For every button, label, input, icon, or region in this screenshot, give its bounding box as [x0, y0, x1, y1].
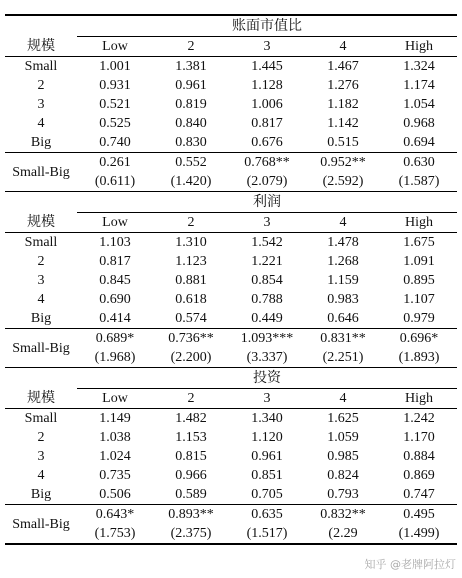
small-big-label: Small-Big [5, 153, 77, 192]
value-cell: 0.854 [251, 273, 283, 288]
row-label: Big [30, 135, 52, 150]
section-title-row [5, 368, 457, 389]
column-header: Low [77, 37, 153, 57]
value-cell: 1.221 [251, 254, 283, 269]
value-cell: 0.705 [251, 487, 283, 502]
diff-cell: 0.495 [381, 505, 457, 525]
small-big-row [5, 153, 457, 173]
column-header: 4 [305, 37, 381, 57]
value-cell: 0.525 [99, 116, 131, 131]
value-cell: 1.340 [251, 411, 283, 426]
row-label: Big [30, 311, 52, 326]
size-label: 规模 [5, 37, 77, 57]
title-blank-cell [5, 192, 77, 213]
value-cell: 0.845 [99, 273, 131, 288]
column-header: 4 [305, 213, 381, 233]
column-header: 2 [153, 37, 229, 57]
value-cell: 0.840 [175, 116, 207, 131]
column-header: High [381, 213, 457, 233]
t-stat-cell: (1.753) [77, 524, 153, 544]
title-blank-cell [5, 368, 77, 389]
value-cell: 0.646 [327, 311, 359, 326]
column-header: 2 [153, 213, 229, 233]
value-cell: 1.159 [327, 273, 359, 288]
value-cell: 0.740 [99, 135, 131, 150]
value-cell: 1.038 [99, 430, 131, 445]
value-cell: 0.817 [251, 116, 283, 131]
t-stat-cell: (2.375) [153, 524, 229, 544]
table-row [5, 428, 457, 447]
value-cell: 1.024 [99, 449, 131, 464]
diff-cell: 1.093*** [229, 329, 305, 349]
section-title: 投资 [77, 368, 457, 389]
value-cell: 1.182 [327, 97, 359, 112]
diff-cell: 0.689* [77, 329, 153, 349]
column-header: 2 [153, 389, 229, 409]
t-stat-cell: (2.592) [305, 172, 381, 192]
row-label: 3 [37, 273, 45, 288]
t-stat-cell: (3.337) [229, 348, 305, 368]
diff-cell: 0.893** [153, 505, 229, 525]
column-header: Low [77, 213, 153, 233]
row-label: 4 [37, 468, 45, 483]
small-big-label: Small-Big [5, 505, 77, 545]
diff-cell: 0.832** [305, 505, 381, 525]
value-cell: 0.966 [175, 468, 207, 483]
value-cell: 0.574 [175, 311, 207, 326]
value-cell: 0.931 [99, 78, 131, 93]
diff-cell: 0.768** [229, 153, 305, 173]
value-cell: 0.690 [99, 292, 131, 307]
value-cell: 1.625 [327, 411, 359, 426]
value-cell: 0.895 [403, 273, 435, 288]
t-stat-cell: (1.968) [77, 348, 153, 368]
t-stat-cell: (2.251) [305, 348, 381, 368]
value-cell: 0.851 [251, 468, 283, 483]
t-stat-cell: (0.611) [77, 172, 153, 192]
diff-cell: 0.261 [77, 153, 153, 173]
value-cell: 0.979 [403, 311, 435, 326]
value-cell: 1.091 [403, 254, 435, 269]
row-label: 2 [37, 430, 45, 445]
size-label: 规模 [5, 389, 77, 409]
value-cell: 0.869 [403, 468, 435, 483]
value-cell: 0.961 [175, 78, 207, 93]
value-cell: 1.478 [327, 235, 359, 250]
title-blank-cell [5, 15, 77, 37]
value-cell: 1.268 [327, 254, 359, 269]
column-header: High [381, 37, 457, 57]
column-header: 3 [229, 213, 305, 233]
t-stat-cell: (2.29 [305, 524, 381, 544]
value-cell: 1.174 [403, 78, 435, 93]
value-cell: 0.819 [175, 97, 207, 112]
table-row [5, 114, 457, 133]
row-label: 4 [37, 116, 45, 131]
value-cell: 0.788 [251, 292, 283, 307]
diff-cell: 0.952** [305, 153, 381, 173]
section-title: 账面市值比 [77, 15, 457, 37]
section-title-row [5, 192, 457, 213]
value-cell: 1.054 [403, 97, 435, 112]
value-cell: 0.983 [327, 292, 359, 307]
value-cell: 0.824 [327, 468, 359, 483]
value-cell: 1.001 [99, 59, 131, 74]
value-cell: 1.128 [251, 78, 283, 93]
row-label: 3 [37, 97, 45, 112]
value-cell: 1.006 [251, 97, 283, 112]
table-row [5, 57, 457, 77]
value-cell: 1.142 [327, 116, 359, 131]
table-row [5, 252, 457, 271]
row-label: 4 [37, 292, 45, 307]
table-row [5, 447, 457, 466]
value-cell: 0.618 [175, 292, 207, 307]
section-title-row [5, 15, 457, 37]
table-row [5, 133, 457, 153]
row-label: Small [24, 411, 58, 426]
diff-cell: 0.696* [381, 329, 457, 349]
value-cell: 1.120 [251, 430, 283, 445]
value-cell: 0.506 [99, 487, 131, 502]
row-label: 3 [37, 449, 45, 464]
value-cell: 0.985 [327, 449, 359, 464]
value-cell: 1.542 [251, 235, 283, 250]
diff-cell: 0.643* [77, 505, 153, 525]
t-stat-cell: (2.200) [153, 348, 229, 368]
value-cell: 1.103 [99, 235, 131, 250]
diff-cell: 0.552 [153, 153, 229, 173]
table-row [5, 309, 457, 329]
value-cell: 0.589 [175, 487, 207, 502]
value-cell: 0.830 [175, 135, 207, 150]
value-cell: 0.449 [251, 311, 283, 326]
t-stat-cell: (1.499) [381, 524, 457, 544]
diff-cell: 0.831** [305, 329, 381, 349]
value-cell: 0.881 [175, 273, 207, 288]
t-stat-cell: (1.517) [229, 524, 305, 544]
value-cell: 0.884 [403, 449, 435, 464]
table-row [5, 466, 457, 485]
table-row [5, 95, 457, 114]
value-cell: 1.482 [175, 411, 207, 426]
column-header-row [5, 389, 457, 409]
size-label: 规模 [5, 213, 77, 233]
value-cell: 1.467 [327, 59, 359, 74]
table-row [5, 271, 457, 290]
value-cell: 0.793 [327, 487, 359, 502]
t-stat-cell: (2.079) [229, 172, 305, 192]
value-cell: 1.170 [403, 430, 435, 445]
value-cell: 1.324 [403, 59, 435, 74]
value-cell: 0.815 [175, 449, 207, 464]
value-cell: 0.694 [403, 135, 435, 150]
column-header: 3 [229, 389, 305, 409]
row-label: Small [24, 235, 58, 250]
column-header: Low [77, 389, 153, 409]
column-header-row [5, 213, 457, 233]
diff-cell: 0.630 [381, 153, 457, 173]
value-cell: 0.521 [99, 97, 131, 112]
value-cell: 1.276 [327, 78, 359, 93]
table-row [5, 290, 457, 309]
value-cell: 0.676 [251, 135, 283, 150]
column-header: 3 [229, 37, 305, 57]
table-row [5, 76, 457, 95]
value-cell: 1.445 [251, 59, 283, 74]
value-cell: 1.310 [175, 235, 207, 250]
column-header-row [5, 37, 457, 57]
value-cell: 0.817 [99, 254, 131, 269]
portfolio-returns-table [5, 14, 457, 545]
small-big-row [5, 329, 457, 349]
t-stat-cell: (1.420) [153, 172, 229, 192]
value-cell: 0.515 [327, 135, 359, 150]
value-cell: 1.381 [175, 59, 207, 74]
value-cell: 1.242 [403, 411, 435, 426]
value-cell: 0.747 [403, 487, 435, 502]
value-cell: 1.675 [403, 235, 435, 250]
row-label: 2 [37, 254, 45, 269]
section-title: 利润 [77, 192, 457, 213]
row-label: Big [30, 487, 52, 502]
table-row [5, 233, 457, 253]
value-cell: 1.107 [403, 292, 435, 307]
column-header: 4 [305, 389, 381, 409]
diff-cell: 0.635 [229, 505, 305, 525]
t-stat-cell: (1.587) [381, 172, 457, 192]
value-cell: 0.735 [99, 468, 131, 483]
row-label: 2 [37, 78, 45, 93]
value-cell: 0.968 [403, 116, 435, 131]
value-cell: 1.153 [175, 430, 207, 445]
watermark: 知乎 @老牌阿拉灯 [364, 558, 456, 571]
table-row [5, 485, 457, 505]
column-header: High [381, 389, 457, 409]
value-cell: 1.123 [175, 254, 207, 269]
value-cell: 1.149 [99, 411, 131, 426]
small-big-row [5, 505, 457, 525]
value-cell: 0.961 [251, 449, 283, 464]
value-cell: 1.059 [327, 430, 359, 445]
small-big-label: Small-Big [5, 329, 77, 368]
results-table-document [5, 14, 457, 545]
t-stat-cell: (1.893) [381, 348, 457, 368]
table-row [5, 409, 457, 429]
diff-cell: 0.736** [153, 329, 229, 349]
value-cell: 0.414 [99, 311, 131, 326]
row-label: Small [24, 59, 58, 74]
